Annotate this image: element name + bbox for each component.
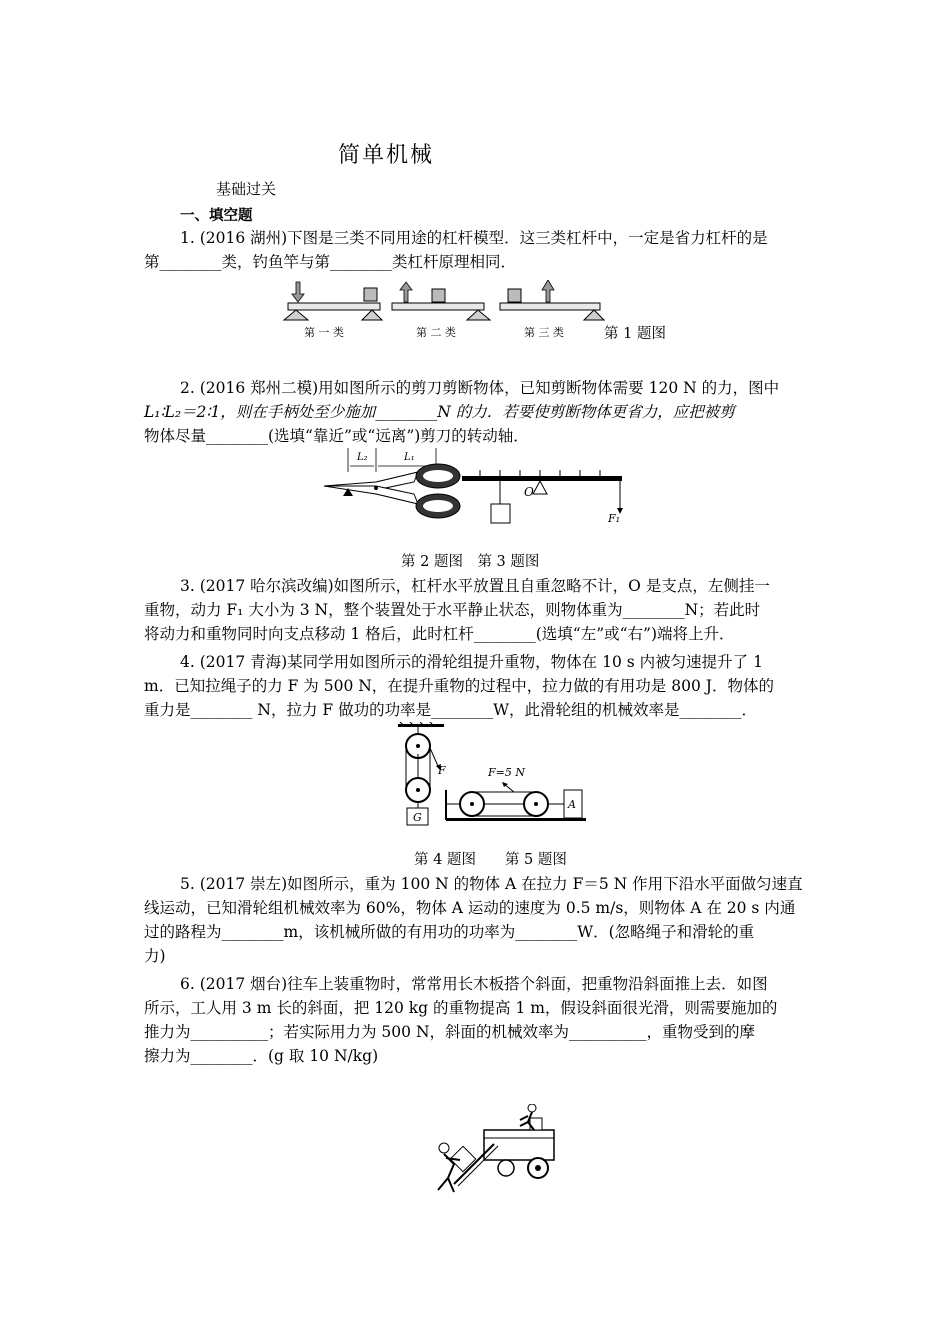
section-heading: 基础过关: [216, 180, 277, 198]
q2-line-2: L₁∶L₂＝2∶1，则在手柄处至少施加________N 的力．若要使剪断物体更省力，应把被剪: [144, 403, 735, 421]
q6-line-1: 6. (2017 烟台)往车上装重物时，常常用长木板搭个斜面，把重物沿斜面推上去．如图: [180, 975, 768, 993]
part-heading: 一、填空题: [180, 208, 253, 224]
label-force-5N: F=5 N: [488, 766, 525, 779]
label-O: O: [524, 485, 534, 499]
lever-models-figure: [282, 280, 608, 342]
q2-line-1: 2. (2016 郑州二模)用如图所示的剪刀剪断物体，已知剪断物体需要 120 N 的力，图中: [180, 379, 780, 397]
question-6: [144, 972, 808, 1068]
scissors-figure: [318, 442, 468, 534]
label-L1: L₁: [404, 452, 415, 463]
horizontal-pulley-figure: [444, 762, 590, 826]
q3-line-2: 重物，动力 F₁ 大小为 3 N，整个装置处于水平静止状态，则物体重为________N；若此时: [144, 601, 761, 619]
label-A: A: [568, 798, 576, 811]
hanging-weight: [491, 504, 510, 523]
q4-line-1: 4. (2017 青海)某同学用如图所示的滑轮组提升重物，物体在 10 s 内被匀速提升了 1: [180, 653, 763, 671]
page-title: 简单机械: [338, 143, 435, 168]
question-2: [144, 376, 808, 448]
q5-line-3: 过的路程为________m，该机械所做的有用功的功率为________W．(忽略绳子和滑轮的重: [144, 923, 755, 941]
lever-label-3: 第 三 类: [524, 326, 564, 339]
q4-line-3: 重力是________ N，拉力 F 做功的功率是________W，此滑轮组的机械效率是________．: [144, 701, 758, 719]
label-G: G: [413, 811, 422, 824]
q2-line-3: 物体尽量________(选填“靠近”或“远离”)剪刀的转动轴．: [144, 427, 529, 445]
lever-label-1: 第 一 类: [304, 326, 344, 339]
lever-label-2: 第 二 类: [416, 326, 456, 339]
lever-class-3: [500, 280, 604, 320]
lever-figure-q3: [462, 464, 630, 534]
q3-line-1: 3. (2017 哈尔滨改编)如图所示，杠杆水平放置且自重忽略不计，O 是支点，左侧挂一: [180, 577, 770, 595]
q4-line-2: m．已知拉绳子的力 F 为 500 N，在提升重物的过程中，拉力做的有用功是 800 J．物体的: [144, 677, 774, 695]
lever-class-2: [392, 282, 490, 320]
q5-line-2: 线运动，已知滑轮组机械效率为 60%，物体 A 运动的速度为 0.5 m/s，则物体 A 在 20 s 内通: [144, 899, 796, 917]
figure-2-3-caption: 第 2 题图 第 3 题图: [401, 554, 540, 570]
label-F-pulley: F: [438, 764, 446, 777]
q1-line-2: 第________类，钓鱼竿与第________类杠杆原理相同．: [144, 253, 517, 271]
label-F1: F₁: [608, 512, 621, 525]
figure-1-caption: 第 1 题图: [604, 326, 666, 342]
q3-line-3: 将动力和重物同时向支点移动 1 格后，此时杠杆________(选填“左”或“右”)端将上升．: [144, 625, 735, 643]
lever-class-1: [284, 282, 382, 320]
q6-line-3: 推力为__________；若实际用力为 500 N，斜面的机械效率为__________，重物受到的摩: [144, 1023, 756, 1041]
question-4: [144, 650, 808, 722]
q1-line-1: 1. (2016 湖州)下图是三类不同用途的杠杆模型．这三类杠杆中，一定是省力杠杆的是: [180, 229, 768, 247]
label-L2: L₂: [357, 452, 368, 463]
question-5: [144, 872, 808, 968]
q6-line-4: 擦力为________．(g 取 10 N/kg): [144, 1047, 379, 1065]
figure-4-5-caption: 第 4 题图 第 5 题图: [414, 852, 567, 868]
q5-line-1: 5. (2017 崇左)如图所示，重为 100 N 的物体 A 在拉力 F＝5 N 作用下沿水平面做匀速直: [180, 875, 803, 893]
fulcrum: [533, 481, 547, 494]
question-1: [144, 226, 808, 274]
q6-line-2: 所示，工人用 3 m 长的斜面，把 120 kg 的重物提高 1 m，假设斜面很光滑，则需要施加的: [144, 999, 778, 1017]
q5-line-4: 力): [144, 947, 166, 965]
question-3: [144, 574, 808, 646]
truck-ramp-figure: [424, 1104, 560, 1200]
